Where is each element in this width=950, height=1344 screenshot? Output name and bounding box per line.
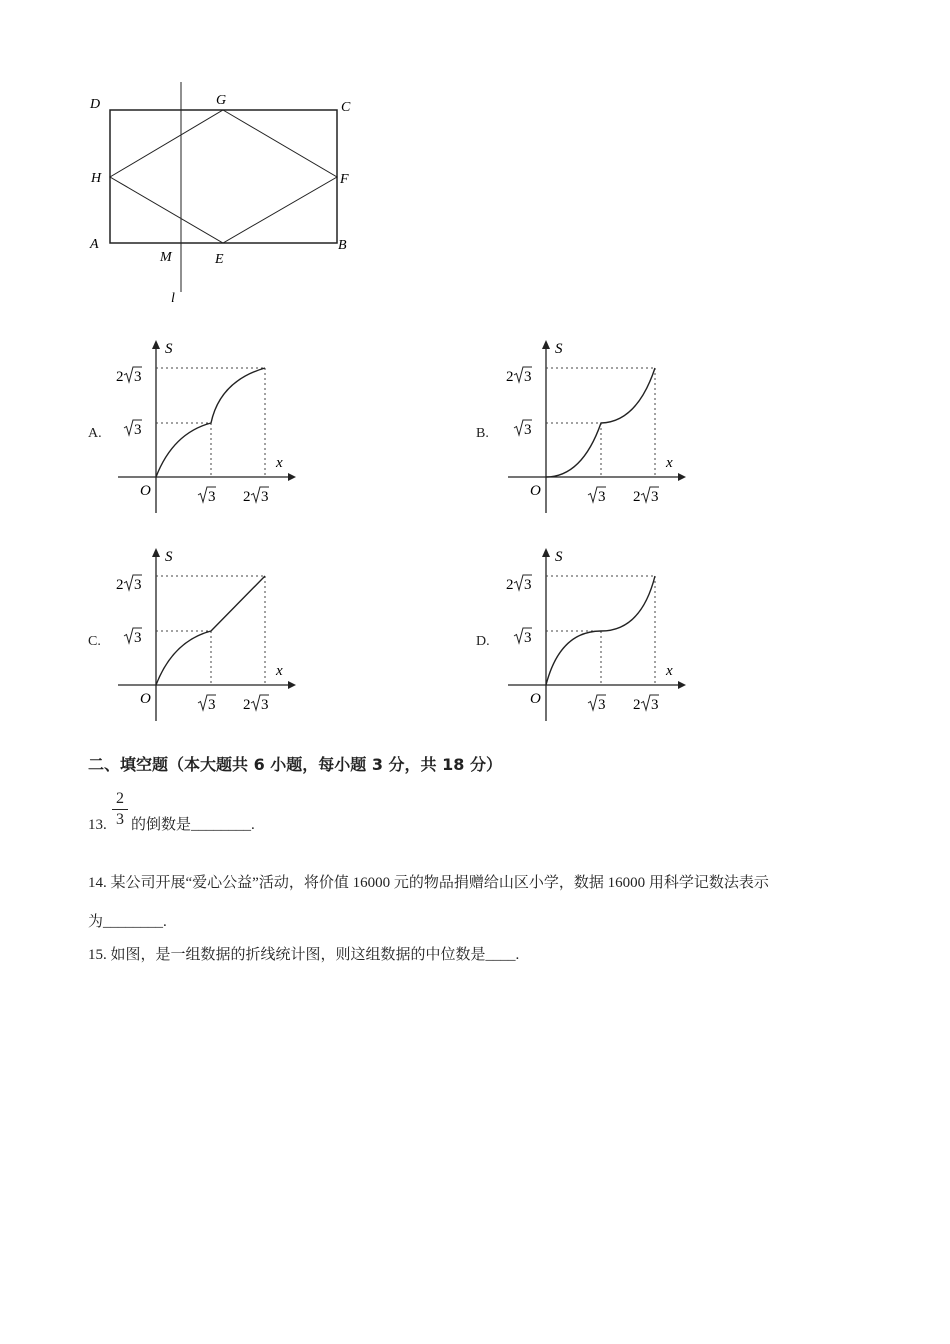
q14-line1: 14. 某公司开展“爱心公益”活动，将价值 16000 元的物品捐赠给山区小学，数据 16000 用科学记数法表示: [88, 875, 769, 891]
graph-1-label-o: O: [530, 483, 541, 499]
svg-text:3: 3: [524, 630, 532, 646]
svg-text:3: 3: [134, 630, 142, 646]
svg-text:3: 3: [208, 697, 216, 713]
option-a-label: A.: [88, 426, 102, 441]
graph-3-label-y-2sqrt3: [506, 575, 532, 593]
label-a: A: [90, 237, 99, 252]
graph-0-label-y-sqrt3: [124, 420, 142, 438]
q13-frac-numerator: 2: [116, 790, 124, 807]
graph-1-label-x: x: [666, 455, 673, 471]
graph-3-label-y-sqrt3: [514, 628, 532, 646]
graph-0-label-o: O: [140, 483, 151, 499]
graph-3-label-x: x: [666, 663, 673, 679]
label-d: D: [90, 97, 101, 112]
label-l: l: [171, 291, 175, 306]
svg-text:3: 3: [598, 489, 606, 505]
graph-1-label-s: S: [555, 341, 563, 357]
rhombus-efgh: [110, 110, 337, 243]
graph-0-label-x-2sqrt3: [243, 487, 269, 505]
label-b: B: [338, 238, 347, 253]
graph-2-label-x-sqrt3: [198, 695, 216, 713]
graph-0-label-s: S: [165, 341, 173, 357]
q13-fraction: [112, 790, 128, 829]
graph-1-label-x-2sqrt3: [633, 487, 659, 505]
graph-1-x-arrow: [678, 473, 686, 481]
svg-text:3: 3: [134, 369, 142, 385]
label-f: F: [340, 172, 349, 187]
q15-text: 15. 如图，是一组数据的折线统计图，则这组数据的中位数是____.: [88, 947, 520, 963]
svg-text:3: 3: [208, 489, 216, 505]
q14-line2: 为________.: [88, 914, 167, 930]
svg-text:2: 2: [116, 369, 124, 385]
option-b-label: B.: [476, 426, 489, 441]
graph-1-label-y-sqrt3: [514, 420, 532, 438]
graph-2-label-o: O: [140, 691, 151, 707]
graph-3-label-x-sqrt3: [588, 695, 606, 713]
svg-text:2: 2: [116, 577, 124, 593]
graph-3-x-arrow: [678, 681, 686, 689]
graph-1-label-x-sqrt3: [588, 487, 606, 505]
graph-2-label-y-2sqrt3: [116, 575, 142, 593]
svg-text:3: 3: [651, 697, 659, 713]
option-c-label: C.: [88, 634, 101, 649]
label-c: C: [341, 100, 351, 115]
svg-text:3: 3: [651, 489, 659, 505]
section-title: 二、填空题（本大题共 6 小题，每小题 3 分，共 18 分）: [88, 755, 502, 774]
graph-0-label-x-sqrt3: [198, 487, 216, 505]
graph-1-y-arrow: [542, 340, 550, 349]
svg-text:3: 3: [134, 577, 142, 593]
graph-2-x-arrow: [288, 681, 296, 689]
label-e: E: [215, 252, 224, 267]
svg-text:3: 3: [524, 369, 532, 385]
rectangle-abcd: [110, 110, 337, 243]
graph-option-d: [500, 543, 690, 728]
svg-text:2: 2: [633, 489, 641, 505]
label-h: H: [91, 171, 102, 186]
graph-2-label-x-2sqrt3: [243, 695, 269, 713]
graph-2-label-y-sqrt3: [124, 628, 142, 646]
graph-0-label-y-2sqrt3: [116, 367, 142, 385]
label-m: M: [160, 250, 172, 265]
graph-0-y-arrow: [152, 340, 160, 349]
graph-3-y-arrow: [542, 548, 550, 557]
svg-text:3: 3: [524, 422, 532, 438]
q13-text: 的倒数是________.: [131, 817, 255, 833]
graph-2-label-s: S: [165, 549, 173, 565]
svg-text:3: 3: [261, 697, 269, 713]
q13-number: 13.: [88, 817, 107, 833]
graph-2-y-arrow: [152, 548, 160, 557]
label-g: G: [216, 93, 227, 108]
svg-text:3: 3: [261, 489, 269, 505]
q13-frac-denominator: 3: [116, 811, 124, 828]
graph-0-label-x: x: [276, 455, 283, 471]
svg-text:3: 3: [134, 422, 142, 438]
graph-2-label-x: x: [276, 663, 283, 679]
graph-1-label-y-2sqrt3: [506, 367, 532, 385]
svg-text:2: 2: [633, 697, 641, 713]
graph-option-b: [500, 335, 690, 520]
svg-text:2: 2: [243, 489, 251, 505]
graph-option-c: [110, 543, 300, 728]
geometry-figure: [80, 80, 370, 310]
graph-option-a: [110, 335, 300, 520]
graph-3-label-o: O: [530, 691, 541, 707]
svg-text:2: 2: [506, 369, 514, 385]
graph-3-label-s: S: [555, 549, 563, 565]
svg-text:3: 3: [598, 697, 606, 713]
graph-0-x-arrow: [288, 473, 296, 481]
svg-text:2: 2: [506, 577, 514, 593]
svg-text:2: 2: [243, 697, 251, 713]
svg-text:3: 3: [524, 577, 532, 593]
option-d-label: D.: [476, 634, 490, 649]
graph-3-label-x-2sqrt3: [633, 695, 659, 713]
